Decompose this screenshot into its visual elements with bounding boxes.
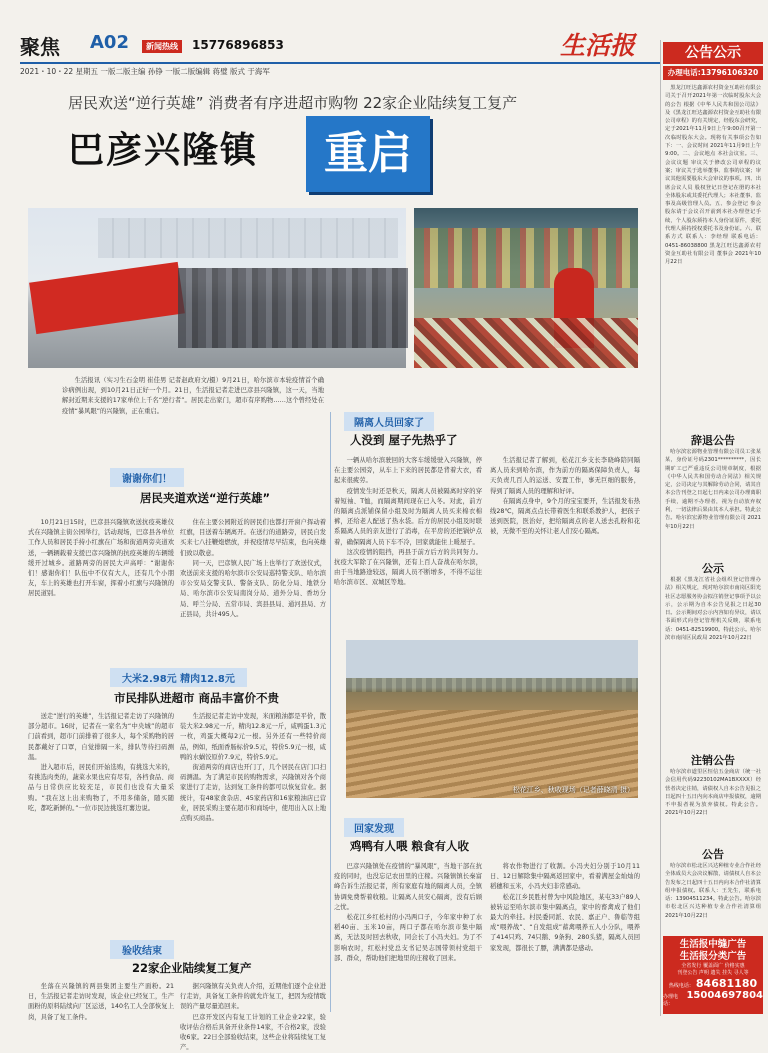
article-market-body-col2 (180, 712, 326, 904)
article-farewell-tag: 谢谢你们！ (110, 468, 184, 487)
article-market-para-2: 进入超市后，居民们开始选购，有挑选大米的，有挑选肉类的，蔬菜水果也应有尽有，各档食品、商品与日常供应比较充足，市民们也没有大量采购。“我在这上出来购物了，不用多储备，随买随吃，都吃新鲜的。”一位市民边挑选红薯边说。 (28, 764, 174, 812)
article-harvest-body-col2 (490, 862, 640, 1014)
article-market-headline: 市民排队进超市 商品丰富价不贵 (114, 691, 280, 705)
photo-produce (414, 318, 638, 368)
sidebar-ad-phone-2: 15004697804 (686, 990, 763, 1001)
sidebar-ad-phone-1: 84681180 (695, 977, 758, 990)
sidebar-notice-5-title: 公告 (702, 848, 724, 861)
lead-intro-text: 生活报讯（实习生石金明 崔佳男 记者赵政府文/摄）9月21日，哈尔滨市本轮疫情首个确诊病例出现，到10月21日正好一个月。21日，生活报记者走进巴彦县兴隆镇，这一天，当地解封近期来支援的17家单位上千名“逆行者”。居民走出家门，超市有序购物……这个曾经处在疫情“暴风眼”的兴隆镇，正在重启。 (62, 377, 324, 415)
page-number: A02 (90, 32, 129, 53)
photo-field-trees (346, 678, 638, 692)
sidebar-notice-2-title: 辞退公告 (691, 434, 735, 447)
article-farewell-body-col2 (180, 518, 326, 658)
article-harvest-tag: 回家发现 (344, 818, 404, 837)
sidebar-notice-3-title: 公示 (702, 562, 724, 575)
photo-harvest-field (346, 640, 638, 798)
sidebar-ad-line-3: 热线电话： (668, 983, 694, 989)
sidebar-ad-title-2: 生活报分类广告 (679, 951, 747, 962)
lead-title-box-text: 重启 (324, 128, 412, 179)
article-return-body-col2 (490, 456, 640, 634)
article-return-para-3: 生活报记者了解到，松花江乡支长李晓峰陪同隔离人员来到哈尔滨，作为前方的隔离保障负责人，每天负责几百人的运送、安置工作，事无巨细的服务，得到了隔离人员的理解和好评。 (490, 457, 640, 495)
article-market-tag: 大米2.98元 精肉12.8元 (110, 668, 247, 687)
photo-supermarket (414, 208, 638, 368)
sidebar-notice-3 (665, 576, 761, 746)
article-farewell-para-3: 同一天，巴彦镇人民广场上也举行了欢送仪式，欢送前来支援的哈尔滨市公安局巡特警支队、哈尔滨市公安局交警支队、警备支队、防化分局、地铁分局、哈尔滨市公安局南岗分局、道外分局、香坊分局、呼兰分局、五常市局、宾县县局、通河县局、方正县局，共计495人。 (180, 559, 326, 618)
article-enterprise-para-3: 巴彦开发区内有复工计划的工业企业22家，验收评估合格后具备开业条件14家，不合格2家，没验收6家。22日全部验收结束，这些企业将陆续复工复产。 (180, 1013, 326, 1052)
article-farewell-body-col1 (28, 518, 174, 658)
lead-intro (62, 376, 324, 442)
article-return-para-5: 这次疫情的阻挡，再县于前方后方的共同努力。抗疫大军除了在兴隆镇，还有上百人奋战在哈尔滨，由于当地路途较远，隔离人员不断增多，不得不运往哈尔滨市区、双城区等地。 (334, 548, 482, 587)
article-return-body-col1 (334, 456, 482, 634)
sidebar-notice-2-body: 哈尔滨宏源物业管理有限公司员工张某某，身份证号码2301**********，因长期旷工已严重违反公司规章制度，根据《中华人民共和国劳动合同法》相关规定，公司决定与其解除劳动合同，请其自本公告刊登之日起七日内来公司办理离职手续，逾期不办理者，视为自动放弃权利，一切法律后果由其本人承担。特此公告。哈尔滨宏源物业管理有限公司 2021年10月22日 (665, 449, 761, 530)
article-return-tag: 隔离人员回家了 (344, 412, 434, 431)
article-harvest-body-col1 (334, 862, 482, 1014)
date-line: 2021・10・22 星期五 一版二版主编 孙铮 一版二版编辑 蒋璧 版式 于海军 (20, 67, 270, 76)
article-farewell-para-1: 10月21日15时，巴彦县兴隆镇欢送抗疫英雄仪式在兴隆镇主街公园举行，活动现场，巴彦县各单位工作人员和居民手持小红旗在广场和街道两旁夹道欢送，一辆辆载着支援巴彦兴隆镇的抗疫英雄的车辆缓缓开过城乡。道路两旁的居民大声高呼：“谢谢你们！感谢你们！队伍中不仅有大人，还有几个小朋友，车上的英雄也打开车窗，挥着小红旗与兴隆镇的居民道别。 (28, 519, 174, 598)
article-market-para-3: 生活报记者走访中发现，米面粮油都是平价，散装大米2.98元一斤，精肉12.8元一斤，咸鸭蛋1.3元一枚，鸡蛋大概每2元一根。另外还有一些特价商品，例如，纸面香肠标价9.5元，特价5.9元一根，咸鸭的水蜗饺原价7.9元，特价5.9元。 (180, 713, 326, 761)
sidebar-notice-5 (665, 862, 761, 930)
masthead-rule (20, 62, 660, 64)
sidebar (660, 40, 765, 1016)
sidebar-ad-line-2: 刊登公告 声明 遗失 挂失 寻人等 (677, 970, 749, 976)
article-harvest-para-4: 松花江乡民胜村曾为中风险地区，某屯33户89人被转运至哈尔滨市集中隔离点，家中的畜禽成了他们最大的牵挂。村民委同派、农民、嘉正户、鲁临等组成“喂养战”、“自发组成”蓄禽喂养五人小分队，喂养了414只鸡、74只鹅、9条狗、280头猪，隔离人员回家发现，都很长了膘，满满都是感动。 (490, 893, 640, 952)
masthead (0, 0, 660, 76)
sidebar-notice-5-body: 哈尔滨市松北区兴达种植专业合作社经全体成员大会决议解散，请债权人自本公告发布之日起四十五日内向本合作社清算组申报债权。联系人：王先生，联系电话：13904511234。特此公告。哈尔滨市松北区兴达种植专业合作社清算组 2021年10月22日 (665, 863, 761, 919)
article-return-para-1: 一辆从哈尔滨驶回的大客车缓缓驶入兴隆镇，停在主要公园旁，从车上下来的居民都是背着大衣，看起来很疲劳。 (334, 457, 482, 485)
lead-title: 巴彦兴隆镇 (68, 130, 259, 171)
hotline-label: 新闻热线 (142, 40, 182, 53)
sidebar-ad-line-1: 全省发行 覆盖面广 价格实惠 (681, 963, 745, 969)
article-harvest-para-3: 将农作物进行了收割。小冯夫妇分别于10月11日、12日解除集中隔离返回家中，看着满屋金灿灿的稻穗和玉米，小冯夫妇非常感动。 (490, 863, 640, 891)
article-enterprise-headline: 22家企业陆续复工复产 (132, 961, 252, 975)
sidebar-notice-1 (665, 84, 761, 424)
hotline-number: 15776896853 (192, 38, 284, 52)
sidebar-notice-2 (665, 448, 761, 556)
sidebar-notice-4-body: 哈尔滨市道里区恒信五金商店（统一社会信用代码92230102MA1BXXXX）经营者决定注销，请债权人自本公告见报之日起四十五日内向本商店申报债权，逾期不申报者视为放弃债权。特此公告。2021年10月22日 (665, 769, 761, 817)
sidebar-ad-line-4: 办理电话： (663, 994, 679, 1007)
article-enterprise-para-2: 据兴隆镇有关负责人介绍，近期他们逐个企业进行走访，具备复工条件的就允许复工，把因为疫情耽误的产量尽量追回来。 (180, 983, 326, 1011)
article-farewell-headline: 居民夹道欢送“逆行英雄” (140, 491, 271, 505)
article-enterprise-para-1: 坐落在兴隆镇的两县集团主要生产面粉。21日，生活报记者走访时发现，该企业已经复工，生产面粉的原料陆续向厂区运送，140名工人全部恢复上岗，具备了复工条件。 (28, 983, 174, 1021)
article-farewell-para-2: 住在主要公园附近的居民们也都打开窗户挥动着红旗，目送着车辆离开。在送行的道路旁，居民自发买来七八挂鞭炮燃放，并祝疫情尽早结束，也向英雄们致以敬意。 (180, 519, 326, 557)
sidebar-phone: 办理电话:13796106320 (663, 66, 763, 80)
article-harvest-headline: 鸡鸭有人喂 粮食有人收 (350, 839, 470, 853)
sidebar-ad-phone-row-2 (663, 990, 763, 1007)
article-harvest-para-1: 巴彦兴隆镇处在疫情的“暴风眼”，当地干部在抗疫的同时，也没忘记农田里的庄稼。兴隆镇镇长秦富峰告诉生活报记者，所有家庭有地的隔离人员，全镇协调免费帮着收粮。让隔离人员安心隔离，没有后顾之忧。 (334, 863, 482, 911)
photo-crowd (178, 268, 408, 348)
photo-building (98, 218, 398, 258)
article-return-headline: 人没到 屋子先热乎了 (350, 433, 458, 447)
lead-kicker: 居民欢送“逆行英雄” 消费者有序进超市购物 22家企业陆续复工复产 (68, 94, 518, 112)
article-enterprise-tag: 验收结束 (110, 940, 174, 959)
section-name: 聚焦 (20, 35, 60, 59)
article-market-body-col1 (28, 712, 174, 904)
sidebar-notice-4-title: 注销公告 (691, 754, 735, 767)
sidebar-notice-4 (665, 768, 761, 842)
sidebar-notice-1-body: 黑龙江旺达鑫源农村资金互助社有限公司关于召开2021年第一次临时股东大会的公告 根据《中华人民共和国公司法》及《黑龙江旺达鑫源农村资金互助社有限公司章程》的有关规定，经股东会研究，定于2021年11月9日上午9:00召开第一次临时股东大会。现将有关事项公告如下：一、会议时间 2021年11月9日上午9:00。二、会议地点 本社会议室。三、会议议题 审议关于修改公司章程的议案；审议关于选举董事、监事的议案；审议其他需要股东大会审议的事项。四、出席会议人员 股权登记日登记在册的本社全体股东或其委托代理人；本社董事、监事及高级管理人员。五、参会登记 参会股东请于会议召开前到本社办理登记手续，个人股东须持本人身份证原件，委托代理人须持授权委托书及身份证。六、联系方式 联系人：李经理 联系电话：0451-86038800 黑龙江旺达鑫源农村资金互助社有限公司 董事会 2021年10月22日 (665, 85, 761, 266)
lead-title-box (306, 116, 430, 192)
photo-farewell-crowd (28, 208, 406, 368)
sidebar-ad (663, 936, 763, 1014)
sidebar-ad-title-1: 生活报中缝广告 (679, 939, 747, 950)
article-enterprise-body-col2 (180, 982, 326, 1052)
sidebar-header: 公告公示 (663, 42, 763, 64)
photo-caption: 松花江乡、秋收现场（记者薛晓清 摄） (512, 786, 634, 794)
photo-banner-red (29, 262, 185, 334)
article-return-body-col1b (490, 634, 491, 635)
sidebar-ad-phone-row-1 (663, 977, 763, 990)
column-divider (330, 412, 331, 1012)
sidebar-notice-3-body: 根据《黑龙江省社会组织登记管理办法》相关规定，现对哈尔滨市南岗区阳光社区志愿服务协会拟注销登记事项予以公示，公示期为自本公告见报之日起30日。公示期间对公示内容如有异议，请以书面形式向登记管理机关反映，联系电话：0451-82519900。特此公示。哈尔滨市南岗区民政局 2021年10月22日 (665, 577, 761, 642)
article-market-para-4: 街道两旁的商店也开门了，几个居民在店门口扫码测温。为了满足市民的购物需求，兴隆镇对各个商家进行了走访，达到复工条件的都可以恢复营业。据统计，有48家食杂店、45家药店和16家粮油店已营业，居民采购主要在超市和商场中，使用出入以上地点购买商品。 (180, 764, 326, 823)
article-enterprise-body-col1 (28, 982, 174, 1021)
paper-logo: 生活报 (560, 31, 636, 60)
photo-shelves (414, 228, 638, 288)
article-harvest-para-2: 松花江乡红松村的小冯两口子，今年家中种了水稻40亩、玉米10亩，两口子都在哈尔滨市集中隔离，无法及时回去秋收，同会长了小冯夫妇。为了不影响农时，红松村党总支书记吴志国带领村党组干部、群众，帮助他们把地里的庄稼收了回来。 (334, 914, 482, 962)
article-return-para-2: 疫情发生时还是秋天，隔离人员被隔离时穿的穿着短袖、T恤，而隔离期间现在已入冬。对此，前方的隔离点派铺保留小组及时为隔离人员买来棉衣棉裤，还给老人配送了热水袋。后方的居民小组及时联系隔离人员的亲友进行了消毒，在平房的还把锅炉点着，确保隔离人员下车不冷，回家就能住上暖屋子。 (334, 487, 482, 546)
article-return-para-4: 在隔离点身中，9个月的宝宝要开，生活报发布热线28℃，隔离点点长带着医生和联系教护人，把孩子送到医院，医治好，把给隔离点的老人送去孔粉和花被，无微不至的关怀让老人们安心隔离。 (490, 497, 640, 536)
article-market-para-1: 送走“逆行的英雄”，生活报记者走访了兴隆镇的部分超市。16时，记者在一家名为“中央城”的超市门前看到，超市门前排着了很多人，每个采购物的居民都戴好了口罩，自觉排隔一米，排队等待扫码测温。 (28, 713, 174, 761)
